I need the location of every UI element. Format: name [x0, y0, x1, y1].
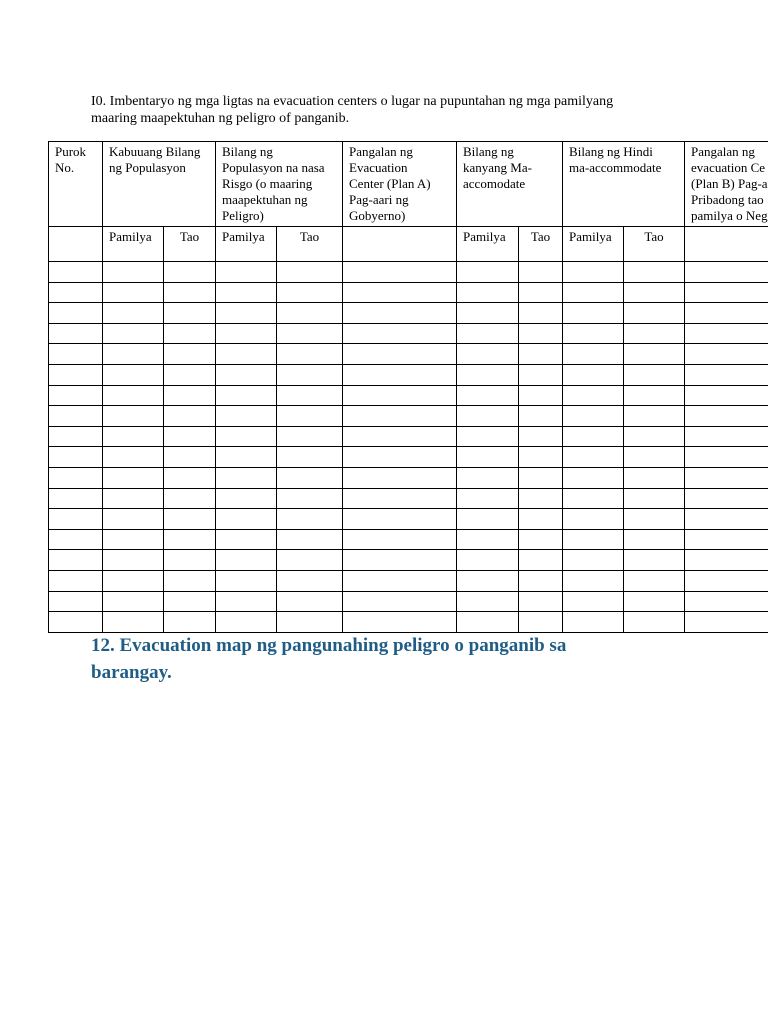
table-cell [216, 550, 277, 571]
table-row [49, 303, 768, 324]
table-cell [343, 488, 457, 509]
table-row [49, 509, 768, 530]
table-cell [563, 406, 624, 427]
table-cell [343, 467, 457, 488]
table-row [49, 282, 768, 303]
table-cell [563, 282, 624, 303]
table-cell [343, 447, 457, 468]
table-cell [685, 426, 768, 447]
table-cell [519, 550, 563, 571]
table-cell [49, 303, 103, 324]
table-cell [49, 467, 103, 488]
subheader-maaccomodate-tao: Tao [519, 227, 563, 262]
table-row [49, 364, 768, 385]
table-cell [685, 323, 768, 344]
header-hindi-maaccommodate: Bilang ng Hindi ma-accommodate [563, 142, 685, 227]
table-cell [216, 591, 277, 612]
table-cell [103, 344, 164, 365]
table-cell [624, 282, 685, 303]
table-cell [216, 488, 277, 509]
table-cell [164, 570, 216, 591]
table-cell [457, 529, 519, 550]
table-cell [685, 488, 768, 509]
table-cell [277, 467, 343, 488]
table-cell [277, 282, 343, 303]
table-cell [457, 612, 519, 633]
table-cell [519, 488, 563, 509]
table-cell [519, 406, 563, 427]
table-cell [624, 406, 685, 427]
table-cell [164, 467, 216, 488]
subheader-purok-blank [49, 227, 103, 262]
table-cell [343, 364, 457, 385]
table-cell [519, 303, 563, 324]
table-cell [457, 364, 519, 385]
table-cell [103, 529, 164, 550]
table-cell [519, 529, 563, 550]
table-cell [519, 344, 563, 365]
table-row [49, 323, 768, 344]
table-cell [49, 344, 103, 365]
table-row [49, 488, 768, 509]
table-cell [624, 612, 685, 633]
table-cell [624, 550, 685, 571]
subheader-plan-a-blank [343, 227, 457, 262]
table-cell [164, 344, 216, 365]
table-cell [164, 550, 216, 571]
table-cell [277, 529, 343, 550]
table-cell [563, 344, 624, 365]
table-row [49, 591, 768, 612]
table-cell [216, 570, 277, 591]
table-cell [563, 467, 624, 488]
table-cell [457, 406, 519, 427]
header-purok: Purok No. [49, 142, 103, 227]
table-cell [343, 550, 457, 571]
table-cell [277, 385, 343, 406]
table-cell [457, 591, 519, 612]
table-cell [277, 323, 343, 344]
table-cell [624, 509, 685, 530]
table-cell [624, 488, 685, 509]
table-cell [49, 570, 103, 591]
table-cell [49, 282, 103, 303]
table-cell [164, 612, 216, 633]
table-cell [164, 323, 216, 344]
header-row [49, 142, 768, 227]
table-cell [563, 447, 624, 468]
table-cell [103, 550, 164, 571]
table-cell [624, 447, 685, 468]
table-cell [685, 447, 768, 468]
subheader-risgo-tao: Tao [277, 227, 343, 262]
table-cell [343, 262, 457, 283]
table-cell [216, 406, 277, 427]
table-cell [277, 570, 343, 591]
table-row [49, 612, 768, 633]
table-cell [685, 344, 768, 365]
subheader-risgo-pamilya: Pamilya [216, 227, 277, 262]
table-cell [164, 364, 216, 385]
table-cell [49, 591, 103, 612]
table-cell [563, 426, 624, 447]
table-cell [103, 488, 164, 509]
table-cell [563, 323, 624, 344]
table-cell [685, 364, 768, 385]
table-cell [563, 529, 624, 550]
section-12-heading [91, 632, 711, 686]
table-cell [164, 385, 216, 406]
table-cell [103, 406, 164, 427]
subheader-kabuuang-pamilya: Pamilya [103, 227, 164, 262]
table-cell [164, 262, 216, 283]
table-cell [624, 467, 685, 488]
table-cell [103, 426, 164, 447]
table-cell [624, 364, 685, 385]
table-cell [103, 467, 164, 488]
table-cell [343, 385, 457, 406]
table-row [49, 529, 768, 550]
table-cell [685, 282, 768, 303]
table-cell [563, 303, 624, 324]
table-cell [457, 467, 519, 488]
table-cell [103, 262, 164, 283]
table-cell [563, 612, 624, 633]
table-cell [277, 364, 343, 385]
table-cell [103, 612, 164, 633]
table-row [49, 550, 768, 571]
table-cell [685, 303, 768, 324]
table-cell [685, 509, 768, 530]
header-evacuation-plan-a: Pangalan ng Evacuation Center (Plan A) Pag-aari ng Gobyerno) [343, 142, 457, 227]
table-cell [624, 385, 685, 406]
table-cell [343, 426, 457, 447]
table-cell [563, 550, 624, 571]
table-cell [457, 344, 519, 365]
table-cell [685, 612, 768, 633]
table-cell [216, 467, 277, 488]
table-cell [277, 488, 343, 509]
table-cell [685, 262, 768, 283]
table-cell [519, 467, 563, 488]
table-cell [519, 570, 563, 591]
table-cell [685, 406, 768, 427]
table-row [49, 344, 768, 365]
table-cell [343, 570, 457, 591]
table-cell [49, 385, 103, 406]
table-cell [563, 385, 624, 406]
table-cell [457, 488, 519, 509]
header-maaccomodate: Bilang ng kanyang Ma- accomodate [457, 142, 563, 227]
section-10-intro [91, 93, 691, 127]
table-cell [216, 529, 277, 550]
table-cell [103, 303, 164, 324]
table-cell [103, 509, 164, 530]
table-cell [457, 385, 519, 406]
table-cell [277, 262, 343, 283]
table-cell [103, 364, 164, 385]
table-cell [519, 323, 563, 344]
table-cell [343, 591, 457, 612]
table-cell [277, 591, 343, 612]
table-cell [624, 529, 685, 550]
table-cell [519, 262, 563, 283]
table-cell [216, 303, 277, 324]
intro-line-2: maaring maapektuhan ng peligro of panganib. [91, 111, 350, 126]
table-cell [685, 467, 768, 488]
table-cell [624, 344, 685, 365]
table-cell [277, 406, 343, 427]
table-cell [563, 364, 624, 385]
table-cell [343, 529, 457, 550]
table-cell [343, 612, 457, 633]
table-cell [164, 303, 216, 324]
table-cell [457, 509, 519, 530]
table-cell [624, 262, 685, 283]
table-cell [457, 303, 519, 324]
table-cell [49, 262, 103, 283]
table-cell [457, 426, 519, 447]
subheader-plan-b-blank [685, 227, 768, 262]
evacuation-inventory-table-wrapper [48, 141, 768, 633]
table-cell [49, 612, 103, 633]
table-cell [519, 364, 563, 385]
table-cell [277, 509, 343, 530]
table-cell [624, 303, 685, 324]
table-cell [519, 612, 563, 633]
subheader-hindi-pamilya: Pamilya [563, 227, 624, 262]
table-cell [519, 282, 563, 303]
table-cell [49, 426, 103, 447]
table-cell [49, 488, 103, 509]
intro-line-1: I0. Imbentaryo ng mga ligtas na evacuation centers o lugar na pupuntahan ng mga pamilyang [91, 94, 614, 109]
table-cell [49, 529, 103, 550]
table-cell [49, 323, 103, 344]
table-cell [519, 591, 563, 612]
table-cell [49, 509, 103, 530]
table-cell [164, 529, 216, 550]
table-cell [685, 591, 768, 612]
section-12-line-1: 12. Evacuation map ng pangunahing peligro o panganib sa [91, 635, 567, 656]
table-cell [343, 323, 457, 344]
table-cell [277, 612, 343, 633]
table-cell [103, 570, 164, 591]
table-cell [457, 323, 519, 344]
table-cell [164, 509, 216, 530]
table-row [49, 262, 768, 283]
table-cell [685, 529, 768, 550]
table-cell [563, 262, 624, 283]
table-cell [457, 262, 519, 283]
header-populasyon-risgo: Bilang ng Populasyon na nasa Risgo (o maaring maapektuhan ng Peligro) [216, 142, 343, 227]
header-evacuation-plan-b: Pangalan ng evacuation Ce (Plan B) Pag-a Pribadong tao pamilya o Neg [685, 142, 768, 227]
table-cell [216, 364, 277, 385]
table-cell [216, 385, 277, 406]
table-row [49, 570, 768, 591]
subheader-row [49, 227, 768, 262]
table-cell [457, 570, 519, 591]
table-cell [49, 364, 103, 385]
table-cell [164, 282, 216, 303]
table-cell [216, 323, 277, 344]
table-row [49, 385, 768, 406]
table-cell [103, 385, 164, 406]
table-cell [103, 591, 164, 612]
table-cell [563, 488, 624, 509]
table-cell [685, 550, 768, 571]
table-cell [277, 426, 343, 447]
table-cell [519, 385, 563, 406]
table-row [49, 467, 768, 488]
table-cell [563, 509, 624, 530]
table-cell [216, 282, 277, 303]
table-cell [624, 323, 685, 344]
header-kabuuang-bilang: Kabuuang Bilang ng Populasyon [103, 142, 216, 227]
subheader-maaccomodate-pamilya: Pamilya [457, 227, 519, 262]
table-cell [164, 426, 216, 447]
table-row [49, 406, 768, 427]
table-cell [277, 550, 343, 571]
table-cell [343, 406, 457, 427]
table-row [49, 426, 768, 447]
table-cell [103, 323, 164, 344]
table-cell [343, 509, 457, 530]
table-cell [519, 509, 563, 530]
table-cell [519, 447, 563, 468]
table-cell [457, 282, 519, 303]
table-cell [277, 303, 343, 324]
table-cell [164, 447, 216, 468]
table-cell [457, 550, 519, 571]
table-cell [216, 612, 277, 633]
table-cell [624, 426, 685, 447]
table-cell [563, 591, 624, 612]
evacuation-inventory-table [48, 141, 768, 633]
table-cell [624, 570, 685, 591]
subheader-hindi-tao: Tao [624, 227, 685, 262]
table-cell [164, 488, 216, 509]
table-cell [216, 344, 277, 365]
table-cell [277, 447, 343, 468]
table-row [49, 447, 768, 468]
table-cell [49, 406, 103, 427]
table-cell [563, 570, 624, 591]
table-cell [343, 282, 457, 303]
table-cell [216, 509, 277, 530]
table-cell [519, 426, 563, 447]
table-cell [49, 447, 103, 468]
table-cell [216, 447, 277, 468]
table-cell [685, 570, 768, 591]
table-cell [103, 447, 164, 468]
table-cell [164, 591, 216, 612]
table-cell [216, 262, 277, 283]
subheader-kabuuang-tao: Tao [164, 227, 216, 262]
section-12-line-2: barangay. [91, 662, 172, 683]
table-cell [103, 282, 164, 303]
table-cell [343, 303, 457, 324]
table-cell [216, 426, 277, 447]
table-cell [49, 550, 103, 571]
table-cell [343, 344, 457, 365]
table-cell [685, 385, 768, 406]
table-cell [457, 447, 519, 468]
table-cell [164, 406, 216, 427]
table-cell [624, 591, 685, 612]
table-cell [277, 344, 343, 365]
